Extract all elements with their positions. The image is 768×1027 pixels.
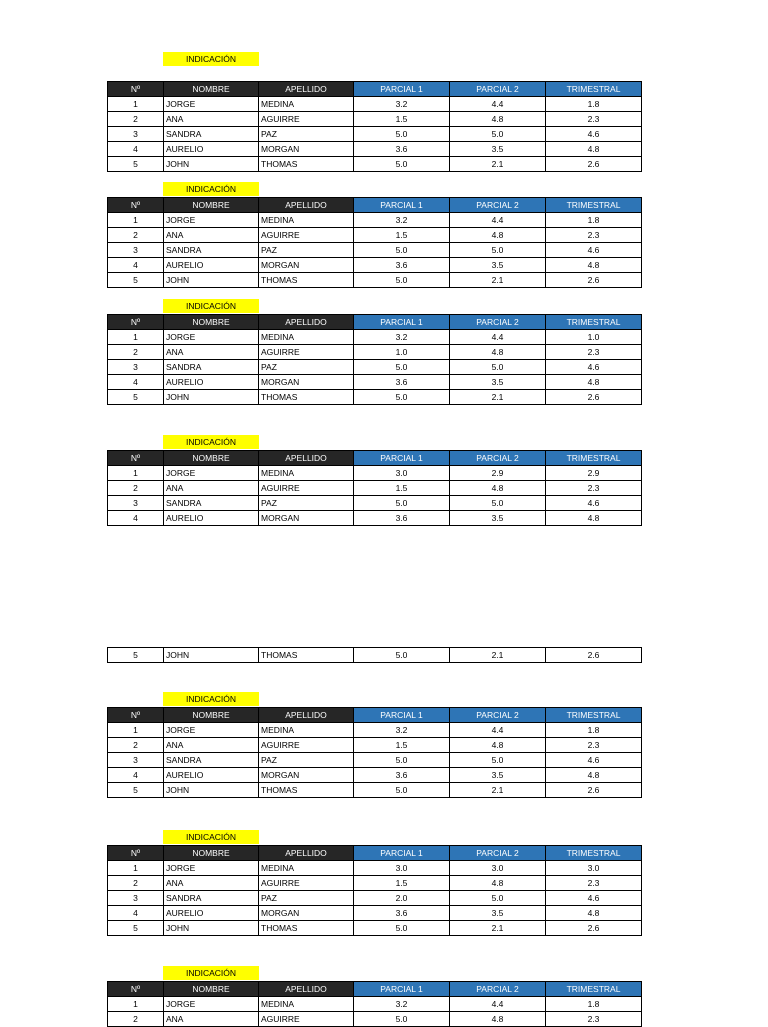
table-cell: THOMAS <box>259 648 354 663</box>
indicacion-label: INDICACIÓN <box>163 299 259 313</box>
table-cell: 3.2 <box>354 723 450 738</box>
indicacion-label: INDICACIÓN <box>163 435 259 449</box>
table-cell: 3.5 <box>450 768 546 783</box>
table-cell: SANDRA <box>164 243 259 258</box>
table-row <box>108 723 642 738</box>
table-cell: 3.6 <box>354 906 450 921</box>
table-cell: 5.0 <box>354 496 450 511</box>
table-cell: 2.3 <box>546 876 642 891</box>
table-header-row <box>108 315 642 330</box>
table-cell: 2.6 <box>546 921 642 936</box>
column-header: PARCIAL 2 <box>450 846 546 861</box>
table-cell: 2 <box>108 112 164 127</box>
table-cell: 2.1 <box>450 157 546 172</box>
table-cell: 2.6 <box>546 273 642 288</box>
table-cell: 3 <box>108 753 164 768</box>
table-cell: 5 <box>108 921 164 936</box>
table-cell: ANA <box>164 112 259 127</box>
column-header: Nº <box>108 315 164 330</box>
table-cell: 5.0 <box>354 273 450 288</box>
table-cell: PAZ <box>259 753 354 768</box>
table-cell: AGUIRRE <box>259 1012 354 1027</box>
column-header: PARCIAL 1 <box>354 708 450 723</box>
table-header-row <box>108 708 642 723</box>
table-cell: 3.5 <box>450 906 546 921</box>
table-cell: 2.3 <box>546 738 642 753</box>
indicacion-label: INDICACIÓN <box>163 52 259 66</box>
table-cell: 3.6 <box>354 375 450 390</box>
grades-table <box>107 314 642 405</box>
column-header: PARCIAL 2 <box>450 315 546 330</box>
table-cell: 5 <box>108 648 164 663</box>
table-row <box>108 466 642 481</box>
table-cell: 4.6 <box>546 496 642 511</box>
table-cell: 4.4 <box>450 330 546 345</box>
table-cell: 2.1 <box>450 273 546 288</box>
table-cell: 1.5 <box>354 481 450 496</box>
table-cell: 5.0 <box>450 753 546 768</box>
table-cell: 5.0 <box>354 921 450 936</box>
table-cell: AGUIRRE <box>259 112 354 127</box>
table-cell: AGUIRRE <box>259 481 354 496</box>
table-cell: 4.8 <box>450 228 546 243</box>
table-cell: 1 <box>108 466 164 481</box>
table-cell: 2.6 <box>546 390 642 405</box>
table-row <box>108 997 642 1012</box>
table-cell: 1 <box>108 997 164 1012</box>
indicacion-label: INDICACIÓN <box>163 182 259 196</box>
column-header: NOMBRE <box>164 82 259 97</box>
table-row <box>108 360 642 375</box>
table-row <box>108 330 642 345</box>
table-cell: 2.3 <box>546 1012 642 1027</box>
table-cell: MORGAN <box>259 511 354 526</box>
table-cell: JORGE <box>164 97 259 112</box>
table-cell: 3.0 <box>546 861 642 876</box>
column-header: TRIMESTRAL <box>546 82 642 97</box>
table-cell: 3 <box>108 496 164 511</box>
table-cell: 3.5 <box>450 375 546 390</box>
column-header: Nº <box>108 708 164 723</box>
table-cell: 4.8 <box>546 511 642 526</box>
table-cell: 2.6 <box>546 648 642 663</box>
table-cell: MEDINA <box>259 861 354 876</box>
table-cell: 5.0 <box>354 243 450 258</box>
table-cell: 4.8 <box>450 738 546 753</box>
grades-table <box>107 647 642 663</box>
table-cell: 1.8 <box>546 97 642 112</box>
column-header: TRIMESTRAL <box>546 708 642 723</box>
table-cell: AURELIO <box>164 375 259 390</box>
table-cell: 3.2 <box>354 997 450 1012</box>
table-cell: AGUIRRE <box>259 876 354 891</box>
table-cell: 5.0 <box>450 496 546 511</box>
table-cell: 4.8 <box>546 375 642 390</box>
table-cell: 1.5 <box>354 228 450 243</box>
table-cell: JOHN <box>164 783 259 798</box>
table-cell: 4.4 <box>450 997 546 1012</box>
column-header: PARCIAL 2 <box>450 451 546 466</box>
table-cell: 4.8 <box>546 906 642 921</box>
table-cell: 1.5 <box>354 738 450 753</box>
table-cell: 2.1 <box>450 390 546 405</box>
table-cell: 4.4 <box>450 213 546 228</box>
table-cell: 5.0 <box>354 648 450 663</box>
table-cell: 4.4 <box>450 723 546 738</box>
table-header-row <box>108 982 642 997</box>
table-row <box>108 876 642 891</box>
table-cell: MORGAN <box>259 906 354 921</box>
table-cell: 2.9 <box>450 466 546 481</box>
table-cell: 2.3 <box>546 228 642 243</box>
table-cell: 4.8 <box>450 876 546 891</box>
column-header: PARCIAL 1 <box>354 846 450 861</box>
table-cell: 1 <box>108 723 164 738</box>
table-row <box>108 768 642 783</box>
grades-table <box>107 707 642 798</box>
table-cell: 1.0 <box>546 330 642 345</box>
table-row <box>108 228 642 243</box>
table-cell: 1 <box>108 861 164 876</box>
table-row <box>108 127 642 142</box>
table-cell: 5 <box>108 273 164 288</box>
table-cell: 2.1 <box>450 783 546 798</box>
column-header: NOMBRE <box>164 982 259 997</box>
table-cell: 4 <box>108 906 164 921</box>
table-cell: 4.8 <box>450 112 546 127</box>
table-cell: AGUIRRE <box>259 738 354 753</box>
grades-table <box>107 81 642 172</box>
table-cell: ANA <box>164 345 259 360</box>
table-cell: 2.1 <box>450 648 546 663</box>
column-header: PARCIAL 2 <box>450 198 546 213</box>
table-cell: 5 <box>108 390 164 405</box>
table-cell: 5.0 <box>354 753 450 768</box>
column-header: NOMBRE <box>164 198 259 213</box>
table-cell: 4.6 <box>546 127 642 142</box>
table-cell: JOHN <box>164 273 259 288</box>
table-cell: 4 <box>108 142 164 157</box>
column-header: TRIMESTRAL <box>546 451 642 466</box>
table-cell: 3.6 <box>354 258 450 273</box>
table-cell: 3 <box>108 360 164 375</box>
table-cell: MORGAN <box>259 142 354 157</box>
table-cell: MORGAN <box>259 768 354 783</box>
table-cell: 4 <box>108 258 164 273</box>
table-cell: 3.0 <box>354 861 450 876</box>
table-cell: 3.2 <box>354 330 450 345</box>
table-row <box>108 142 642 157</box>
table-cell: 4.6 <box>546 753 642 768</box>
table-cell: JORGE <box>164 997 259 1012</box>
table-cell: 4.4 <box>450 97 546 112</box>
table-cell: AGUIRRE <box>259 345 354 360</box>
table-cell: 4.6 <box>546 360 642 375</box>
column-header: PARCIAL 1 <box>354 82 450 97</box>
table-row <box>108 1012 642 1027</box>
table-cell: MEDINA <box>259 330 354 345</box>
table-cell: 1.8 <box>546 723 642 738</box>
column-header: APELLIDO <box>259 846 354 861</box>
table-header-row <box>108 846 642 861</box>
table-cell: MORGAN <box>259 375 354 390</box>
table-cell: 5.0 <box>450 891 546 906</box>
table-header-row <box>108 198 642 213</box>
column-header: PARCIAL 2 <box>450 982 546 997</box>
column-header: PARCIAL 1 <box>354 198 450 213</box>
table-cell: ANA <box>164 228 259 243</box>
indicacion-label: INDICACIÓN <box>163 830 259 844</box>
table-row <box>108 753 642 768</box>
column-header: APELLIDO <box>259 82 354 97</box>
table-cell: 2 <box>108 345 164 360</box>
table-cell: MEDINA <box>259 213 354 228</box>
table-cell: SANDRA <box>164 127 259 142</box>
table-cell: 3.0 <box>450 861 546 876</box>
column-header: NOMBRE <box>164 708 259 723</box>
table-cell: 4.6 <box>546 891 642 906</box>
table-cell: PAZ <box>259 360 354 375</box>
table-cell: 5 <box>108 157 164 172</box>
table-cell: 5.0 <box>354 360 450 375</box>
column-header: Nº <box>108 846 164 861</box>
table-cell: 5.0 <box>450 127 546 142</box>
table-cell: 5.0 <box>450 360 546 375</box>
table-cell: 2 <box>108 481 164 496</box>
table-cell: SANDRA <box>164 496 259 511</box>
table-cell: 3 <box>108 243 164 258</box>
table-cell: 3.0 <box>354 466 450 481</box>
table-cell: ANA <box>164 876 259 891</box>
grades-table <box>107 197 642 288</box>
table-cell: 2.3 <box>546 345 642 360</box>
table-row <box>108 97 642 112</box>
indicacion-label: INDICACIÓN <box>163 966 259 980</box>
table-row <box>108 861 642 876</box>
indicacion-label: INDICACIÓN <box>163 692 259 706</box>
table-cell: MEDINA <box>259 723 354 738</box>
table-cell: PAZ <box>259 496 354 511</box>
table-cell: JORGE <box>164 213 259 228</box>
table-cell: 4.8 <box>546 142 642 157</box>
table-cell: 4.6 <box>546 243 642 258</box>
table-cell: SANDRA <box>164 360 259 375</box>
table-cell: MEDINA <box>259 466 354 481</box>
table-cell: 2.3 <box>546 481 642 496</box>
table-cell: 4.8 <box>450 345 546 360</box>
table-cell: 2.3 <box>546 112 642 127</box>
table-row <box>108 891 642 906</box>
column-header: Nº <box>108 198 164 213</box>
table-cell: AURELIO <box>164 511 259 526</box>
table-cell: JORGE <box>164 723 259 738</box>
column-header: NOMBRE <box>164 451 259 466</box>
table-row <box>108 157 642 172</box>
table-cell: 3.5 <box>450 142 546 157</box>
table-cell: AURELIO <box>164 906 259 921</box>
table-header-row <box>108 451 642 466</box>
table-cell: 3.5 <box>450 511 546 526</box>
grades-table <box>107 981 642 1027</box>
table-cell: 1 <box>108 330 164 345</box>
table-cell: ANA <box>164 1012 259 1027</box>
table-cell: 5.0 <box>354 783 450 798</box>
table-row <box>108 496 642 511</box>
table-cell: 4 <box>108 375 164 390</box>
table-cell: 3.6 <box>354 768 450 783</box>
column-header: NOMBRE <box>164 846 259 861</box>
table-cell: 5.0 <box>354 127 450 142</box>
table-cell: ANA <box>164 738 259 753</box>
table-cell: THOMAS <box>259 921 354 936</box>
table-cell: THOMAS <box>259 273 354 288</box>
table-cell: JOHN <box>164 157 259 172</box>
table-cell: 1.5 <box>354 112 450 127</box>
table-cell: SANDRA <box>164 753 259 768</box>
grades-table <box>107 450 642 526</box>
column-header: APELLIDO <box>259 198 354 213</box>
table-cell: SANDRA <box>164 891 259 906</box>
table-cell: 1.0 <box>354 345 450 360</box>
table-cell: 1 <box>108 97 164 112</box>
table-cell: 5.0 <box>354 390 450 405</box>
table-row <box>108 481 642 496</box>
table-row <box>108 906 642 921</box>
table-row <box>108 390 642 405</box>
table-cell: 3.2 <box>354 213 450 228</box>
table-cell: 1.8 <box>546 997 642 1012</box>
table-cell: PAZ <box>259 243 354 258</box>
table-cell: 5 <box>108 783 164 798</box>
table-cell: AURELIO <box>164 768 259 783</box>
table-cell: 2.1 <box>450 921 546 936</box>
column-header: TRIMESTRAL <box>546 315 642 330</box>
column-header: Nº <box>108 82 164 97</box>
table-cell: 5.0 <box>354 1012 450 1027</box>
table-cell: JORGE <box>164 466 259 481</box>
table-cell: 2.0 <box>354 891 450 906</box>
table-cell: JOHN <box>164 921 259 936</box>
column-header: TRIMESTRAL <box>546 982 642 997</box>
table-row <box>108 783 642 798</box>
table-cell: 3.2 <box>354 97 450 112</box>
column-header: APELLIDO <box>259 982 354 997</box>
column-header: PARCIAL 2 <box>450 82 546 97</box>
table-cell: 4 <box>108 768 164 783</box>
table-cell: 2.6 <box>546 157 642 172</box>
column-header: Nº <box>108 982 164 997</box>
table-cell: AURELIO <box>164 258 259 273</box>
table-cell: AURELIO <box>164 142 259 157</box>
table-cell: THOMAS <box>259 783 354 798</box>
table-cell: JOHN <box>164 390 259 405</box>
table-row <box>108 345 642 360</box>
table-cell: 3 <box>108 891 164 906</box>
column-header: TRIMESTRAL <box>546 846 642 861</box>
table-cell: 1.5 <box>354 876 450 891</box>
table-row <box>108 213 642 228</box>
column-header: APELLIDO <box>259 451 354 466</box>
table-cell: JORGE <box>164 861 259 876</box>
table-cell: 3.6 <box>354 511 450 526</box>
table-cell: AGUIRRE <box>259 228 354 243</box>
table-cell: 3 <box>108 127 164 142</box>
table-cell: PAZ <box>259 891 354 906</box>
table-cell: 4.8 <box>546 258 642 273</box>
column-header: PARCIAL 1 <box>354 451 450 466</box>
column-header: TRIMESTRAL <box>546 198 642 213</box>
table-cell: 4 <box>108 511 164 526</box>
table-row <box>108 273 642 288</box>
table-row <box>108 258 642 273</box>
column-header: NOMBRE <box>164 315 259 330</box>
table-cell: 5.0 <box>450 243 546 258</box>
table-cell: THOMAS <box>259 157 354 172</box>
table-header-row <box>108 82 642 97</box>
table-cell: 4.8 <box>450 1012 546 1027</box>
table-cell: 1.8 <box>546 213 642 228</box>
column-header: PARCIAL 1 <box>354 982 450 997</box>
table-cell: 2 <box>108 1012 164 1027</box>
column-header: PARCIAL 1 <box>354 315 450 330</box>
table-cell: JOHN <box>164 648 259 663</box>
column-header: APELLIDO <box>259 708 354 723</box>
table-row <box>108 112 642 127</box>
table-row <box>108 375 642 390</box>
column-header: Nº <box>108 451 164 466</box>
table-cell: THOMAS <box>259 390 354 405</box>
table-row <box>108 243 642 258</box>
table-cell: 2 <box>108 738 164 753</box>
table-cell: PAZ <box>259 127 354 142</box>
table-cell: 3.5 <box>450 258 546 273</box>
table-cell: 3.6 <box>354 142 450 157</box>
table-row <box>108 648 642 663</box>
table-cell: MORGAN <box>259 258 354 273</box>
table-cell: 4.8 <box>450 481 546 496</box>
table-cell: 2.6 <box>546 783 642 798</box>
table-row <box>108 738 642 753</box>
column-header: APELLIDO <box>259 315 354 330</box>
table-cell: 5.0 <box>354 157 450 172</box>
table-cell: JORGE <box>164 330 259 345</box>
table-row <box>108 511 642 526</box>
grades-table <box>107 845 642 936</box>
table-cell: ANA <box>164 481 259 496</box>
table-cell: 2 <box>108 228 164 243</box>
column-header: PARCIAL 2 <box>450 708 546 723</box>
table-cell: 2 <box>108 876 164 891</box>
table-cell: 1 <box>108 213 164 228</box>
table-cell: MEDINA <box>259 997 354 1012</box>
table-cell: 2.9 <box>546 466 642 481</box>
table-cell: 4.8 <box>546 768 642 783</box>
table-cell: MEDINA <box>259 97 354 112</box>
table-row <box>108 921 642 936</box>
